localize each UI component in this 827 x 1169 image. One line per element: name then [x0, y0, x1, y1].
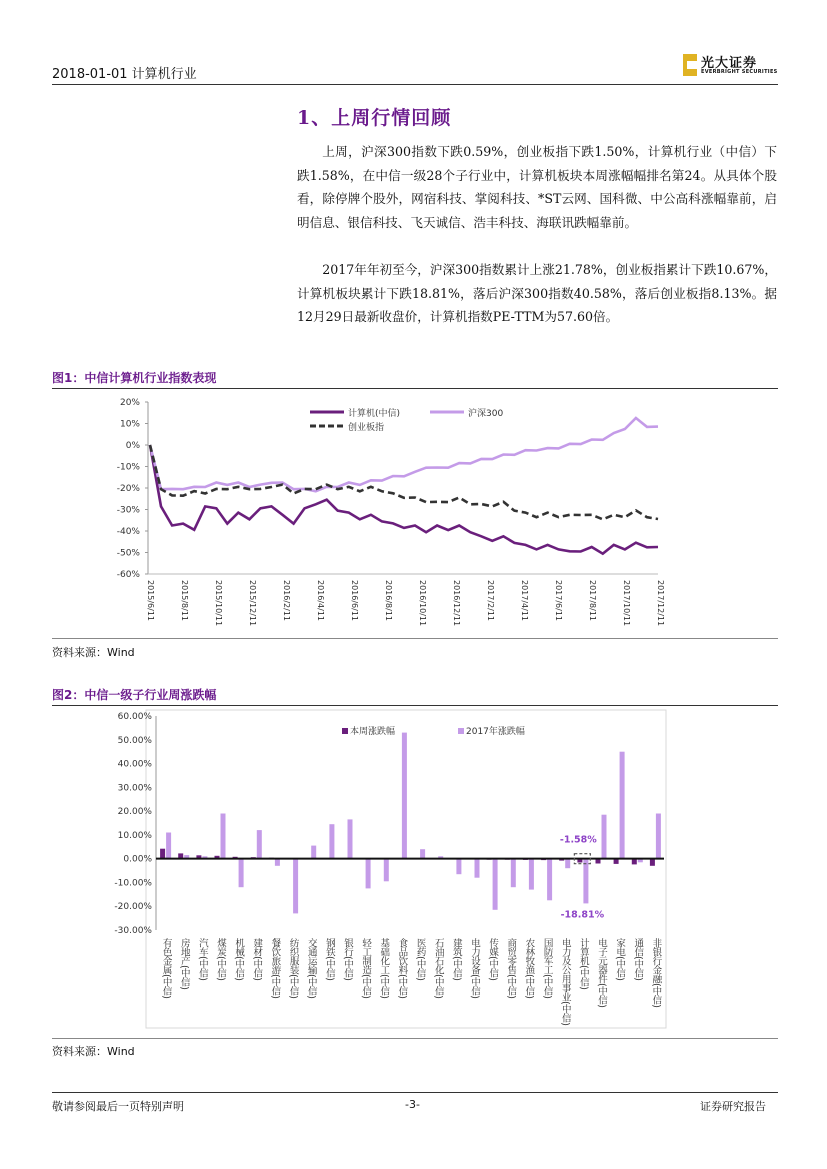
footer-disclaimer: 敬请参阅最后一页特别声明: [52, 1100, 184, 1113]
y-tick-label: -40%: [116, 527, 140, 537]
legend-label: 计算机(中信): [348, 409, 401, 419]
y-tick-label: 10%: [119, 419, 140, 430]
x-tick-label: 2016/8/11: [384, 580, 393, 622]
bar-2017年涨跌幅: [293, 859, 298, 914]
x-tick-label: 2016/4/11: [316, 580, 325, 622]
x-category-label: 房地产(中信): [178, 938, 190, 990]
bar-2017年涨跌幅: [511, 859, 516, 888]
x-tick-label: 2017/8/11: [588, 580, 597, 622]
bar-2017年涨跌幅: [166, 833, 171, 859]
x-category-label: 传媒(中信): [487, 938, 499, 981]
bar-2017年涨跌幅: [366, 859, 371, 889]
bar-2017年涨跌幅: [311, 846, 316, 859]
annotation-weekly: -1.58%: [559, 834, 597, 846]
y-tick-label: 30.00%: [117, 783, 152, 794]
x-category-label: 煤炭(中信): [215, 938, 226, 981]
x-tick-label: 2016/12/11: [452, 580, 461, 627]
x-tick-label: 2015/12/11: [248, 580, 257, 627]
series-line-创业板指: [150, 445, 658, 519]
legend-label: 沪深300: [468, 409, 504, 419]
x-tick-label: 2017/2/11: [486, 580, 495, 622]
header-divider: [52, 84, 778, 85]
y-tick-label: -10%: [116, 462, 140, 473]
bar-本周涨跌幅: [160, 849, 165, 859]
x-category-label: 食品饮料(中信): [396, 938, 408, 999]
x-category-label: 电子元器件(中信): [596, 938, 607, 1008]
figure2-title: 图2：中信一级子行业周涨跌幅: [52, 688, 217, 702]
figure1-title: 图1：中信计算机行业指数表现: [52, 371, 217, 385]
x-category-label: 非银行金融(中信): [650, 938, 662, 1008]
x-tick-label: 2017/10/11: [622, 580, 631, 627]
bar-2017年涨跌幅: [529, 859, 534, 890]
y-tick-label: -30%: [116, 505, 140, 516]
section-title: 1、上周行情回顾: [297, 107, 452, 129]
figure1-top-rule: [52, 388, 778, 389]
x-tick-label: 2017/12/11: [656, 580, 665, 627]
figure1-bottom-rule: [52, 638, 778, 639]
page-number: -3-: [405, 1098, 420, 1111]
x-tick-label: 2016/6/11: [350, 580, 359, 622]
series-line-沪深300: [150, 418, 658, 491]
bar-2017年涨跌幅: [329, 824, 334, 859]
x-category-label: 石油石化(中信): [432, 938, 444, 999]
x-category-label: 建筑(中信): [450, 938, 462, 981]
figure1-source: 资料来源：Wind: [52, 646, 135, 659]
figure2-bottom-rule: [52, 1038, 778, 1039]
bar-2017年涨跌幅: [239, 859, 244, 888]
x-category-label: 钢铁(中信): [323, 938, 335, 981]
annotation-ytd: -18.81%: [560, 909, 605, 921]
legend-swatch: [458, 728, 464, 734]
bar-2017年涨跌幅: [493, 859, 498, 910]
x-tick-label: 2015/10/11: [214, 580, 223, 627]
x-category-label: 计算机(中信): [577, 938, 589, 990]
y-tick-label: 50.00%: [117, 735, 152, 746]
footer-report-type: 证券研究报告: [700, 1100, 766, 1113]
y-tick-label: 20%: [119, 398, 140, 408]
legend-swatch: [342, 728, 348, 734]
x-tick-label: 2017/6/11: [554, 580, 563, 622]
x-category-label: 银行(中信): [342, 938, 353, 981]
x-category-label: 国防军工(中信): [541, 938, 553, 999]
bar-2017年涨跌幅: [620, 752, 625, 859]
x-tick-label: 2016/10/11: [418, 580, 427, 627]
paragraph-2: 2017年年初至今，沪深300指数累计上涨21.78%，创业板指累计下跌10.67%，计算机板块累计下跌18.81%，落后沪深300指数40.58%，落后创业板指8.13%。据12月29日最新收盘价，计算机指数PE-TTM为57.60倍。: [297, 262, 777, 324]
y-tick-label: -30.00%: [114, 926, 152, 936]
x-category-label: 纺织服装(中信): [287, 938, 299, 999]
bar-2017年涨跌幅: [475, 859, 480, 878]
bar-2017年涨跌幅: [420, 849, 425, 859]
paragraph-1: 上周，沪深300指数下跌0.59%，创业板指下跌1.50%，计算机行业（中信）下跌1.58%，在中信一级28个子行业中，计算机板块本周涨幅幅排名第24。从具体个股看，除停牌个股外，网宿科技、掌阅科技、*ST云网、国科微、中公高科涨幅靠前，启明信息、银信科技、飞天诚信、浩丰科技、海联讯跌幅靠前。: [297, 144, 777, 230]
bar-2017年涨跌幅: [456, 859, 461, 875]
x-category-label: 建材(中信): [251, 938, 263, 981]
bar-2017年涨跌幅: [257, 830, 262, 859]
y-tick-label: 0.00%: [123, 854, 152, 865]
report-date-industry: 2018-01-01 计算机行业: [52, 67, 197, 82]
legend-label: 2017年涨跌幅: [466, 727, 525, 737]
legend-label: 本周涨跌幅: [350, 727, 396, 737]
y-tick-label: 60.00%: [117, 712, 152, 722]
company-logo: [683, 52, 783, 80]
x-tick-label: 2016/2/11: [282, 580, 291, 622]
logo-english: EVERBRIGHT SECURITIES: [701, 69, 778, 75]
x-category-label: 商贸零售(中信): [505, 938, 517, 999]
x-category-label: 交通运输(中信): [305, 938, 317, 999]
x-category-label: 机械(中信): [233, 938, 245, 981]
figure1-chart: [52, 392, 778, 636]
x-category-label: 有色金属(中信): [160, 938, 172, 999]
y-tick-label: -10.00%: [114, 878, 152, 889]
y-tick-label: 0%: [125, 441, 140, 451]
x-category-label: 汽车(中信): [196, 938, 208, 981]
x-category-label: 通信(中信): [632, 938, 644, 981]
x-category-label: 餐饮旅游(中信): [269, 938, 281, 999]
figure2-chart: [52, 708, 778, 1036]
figure2-top-rule: [52, 705, 778, 706]
series-line-计算机(中信): [150, 445, 658, 554]
x-tick-label: 2017/4/11: [520, 580, 529, 622]
y-tick-label: 10.00%: [117, 830, 152, 841]
y-tick-label: 40.00%: [117, 759, 152, 770]
bar-2017年涨跌幅: [547, 859, 552, 901]
footer-divider: [52, 1092, 778, 1093]
figure2-source: 资料来源：Wind: [52, 1045, 135, 1058]
bar-2017年涨跌幅: [384, 859, 389, 882]
x-category-label: 轻工制造(中信): [360, 938, 372, 999]
x-tick-label: 2015/6/11: [146, 580, 155, 622]
bar-2017年涨跌幅: [656, 814, 661, 859]
x-tick-label: 2015/8/11: [180, 580, 189, 622]
y-tick-label: -20%: [116, 484, 140, 494]
bar-2017年涨跌幅: [275, 859, 280, 866]
x-category-label: 农林牧渔(中信): [523, 938, 535, 999]
bar-2017年涨跌幅: [221, 814, 226, 859]
y-tick-label: -50%: [116, 548, 140, 559]
x-category-label: 电力及公用事业(中信): [559, 938, 571, 1026]
bar-2017年涨跌幅: [348, 819, 353, 858]
bar-2017年涨跌幅: [402, 733, 407, 859]
y-tick-label: -20.00%: [114, 902, 152, 913]
legend-label: 创业板指: [348, 423, 385, 433]
bar-2017年涨跌幅: [602, 815, 607, 859]
bar-本周涨跌幅: [650, 859, 655, 866]
y-tick-label: 20.00%: [117, 807, 152, 818]
bar-2017年涨跌幅: [565, 859, 570, 869]
x-category-label: 家电(中信): [614, 938, 626, 981]
logo-text: 光大证券: [701, 56, 758, 71]
x-category-label: 电力设备(中信): [469, 938, 480, 999]
x-category-label: 医药(中信): [414, 938, 426, 981]
bar-2017年涨跌幅: [583, 859, 588, 904]
y-tick-label: -60%: [116, 570, 140, 580]
x-category-label: 基础化工(中信): [378, 938, 390, 999]
